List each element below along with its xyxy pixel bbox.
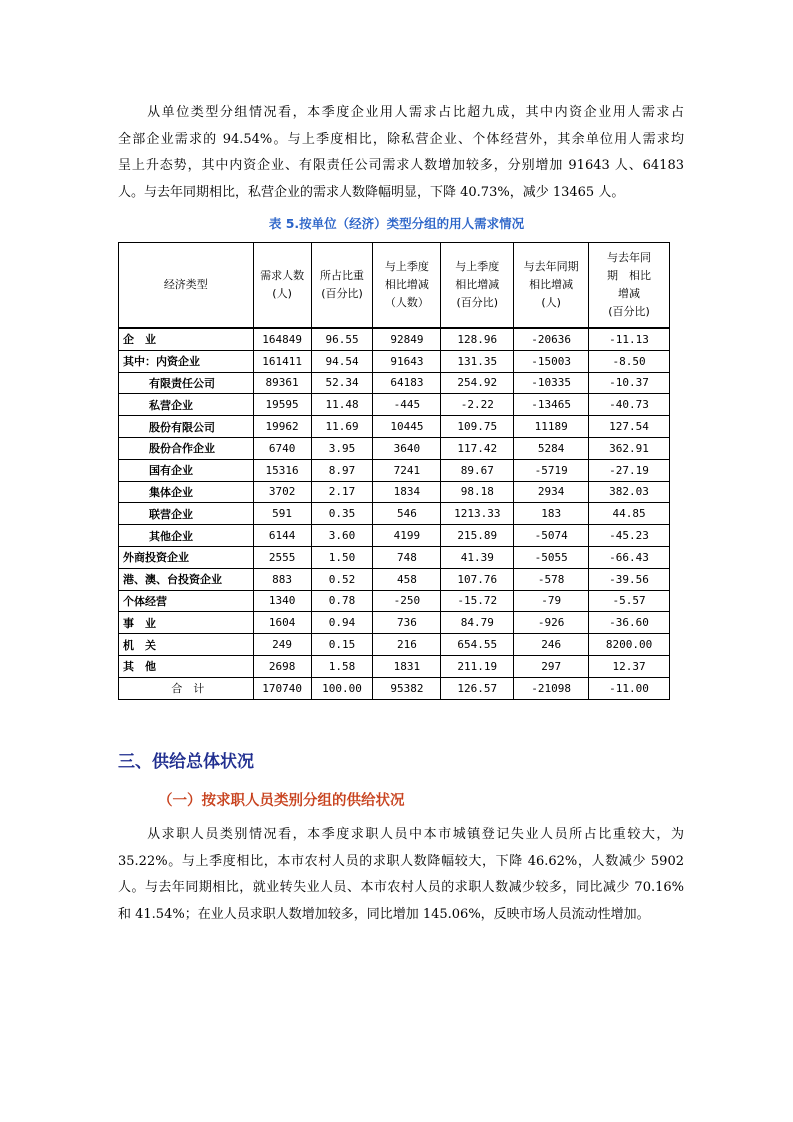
table-cell: -5719 [514,459,589,481]
column-header [253,243,311,329]
table-row [119,437,670,459]
table-cell: -5074 [514,525,589,547]
table-row [119,590,670,612]
table-cell: 3640 [373,437,441,459]
row-label: 事 业 [119,612,254,634]
table-cell: 0.35 [311,503,373,525]
row-label: 个体经营 [119,590,254,612]
table-cell: 107.76 [441,568,514,590]
table-cell: 161411 [253,350,311,372]
table-row [119,677,670,699]
table-cell: 246 [514,634,589,656]
table-cell: -5.57 [589,590,670,612]
table-cell: 64183 [373,372,441,394]
column-header [311,243,373,329]
table-cell: -66.43 [589,546,670,568]
row-label: 企 业 [119,328,254,350]
table-body [119,328,670,699]
table-cell: 100.00 [311,677,373,699]
table-row [119,416,670,438]
table-cell: 6740 [253,437,311,459]
column-header-line: (百分比) [608,305,650,318]
table-cell: -5055 [514,546,589,568]
table-cell: -250 [373,590,441,612]
row-label: 股份合作企业 [119,437,254,459]
table-cell: 736 [373,612,441,634]
table-cell: 91643 [373,350,441,372]
section-heading: 三、供给总体状况 [118,752,254,772]
table-cell: 546 [373,503,441,525]
table-cell: 591 [253,503,311,525]
table-cell: 362.91 [589,437,670,459]
table-row [119,350,670,372]
table-cell: -20636 [514,328,589,350]
table-row [119,481,670,503]
table-cell: 94.54 [311,350,373,372]
table-cell: 0.15 [311,634,373,656]
column-header-line: （人数） [384,296,429,309]
table-cell: 216 [373,634,441,656]
column-header-line: 与上季度 [384,260,429,273]
column-header [589,243,670,329]
table-cell: 3.95 [311,437,373,459]
column-header-line: 与去年同 [607,251,652,264]
table-title: 表 5.按单位（经济）类型分组的用人需求情况 [268,216,525,231]
table-cell: 92849 [373,328,441,350]
table-cell: -36.60 [589,612,670,634]
table-cell: -578 [514,568,589,590]
table-header-row [119,243,670,329]
table-cell: -79 [514,590,589,612]
table-cell: 117.42 [441,437,514,459]
table-cell: -45.23 [589,525,670,547]
table-cell: 95382 [373,677,441,699]
column-header-line: (人) [272,287,292,300]
table-cell: 1340 [253,590,311,612]
table-row [119,568,670,590]
table-cell: 254.92 [441,372,514,394]
table-cell: 128.96 [441,328,514,350]
demand-table [118,242,670,700]
table-cell: 109.75 [441,416,514,438]
column-header-line: 与上季度 [455,260,500,273]
table-cell: 2555 [253,546,311,568]
table-row [119,655,670,677]
table-cell: 1604 [253,612,311,634]
column-header-line: 相比增减 [455,278,500,291]
supply-paragraph [118,822,684,928]
table-cell: 19595 [253,394,311,416]
table-cell: 131.35 [441,350,514,372]
table-cell: 1213.33 [441,503,514,525]
table-cell: 211.19 [441,655,514,677]
table-cell: -13465 [514,394,589,416]
column-header-line: 相比增减 [384,278,429,291]
table-row [119,394,670,416]
column-header-line: 与去年同期 [523,260,579,273]
table-cell: 183 [514,503,589,525]
column-header-line: (人) [541,296,561,309]
table-cell: 5284 [514,437,589,459]
paragraph-line: 从单位类型分组情况看，本季度企业用人需求占比超九成，其中内资企业用人需求占 [118,105,684,120]
table-cell: 19962 [253,416,311,438]
table-cell: 41.39 [441,546,514,568]
row-label: 股份有限公司 [119,416,254,438]
paragraph-line: 人。与去年同期相比，私营企业的需求人数降幅明显，下降 40.73%，减少 13465 人。 [118,184,625,200]
table-cell: 3702 [253,481,311,503]
table-cell: -11.13 [589,328,670,350]
row-label: 国有企业 [119,459,254,481]
table-row [119,372,670,394]
table-cell: -15003 [514,350,589,372]
table-row [119,634,670,656]
paragraph-line: 从求职人员类别情况看，本季度求职人员中本市城镇登记失业人员所占比重较大，为 [118,827,684,842]
table-cell: 98.18 [441,481,514,503]
table-cell: 0.94 [311,612,373,634]
table-cell: 2934 [514,481,589,503]
row-label: 外商投资企业 [119,546,254,568]
table-row [119,525,670,547]
table-cell: 0.52 [311,568,373,590]
table-cell: 1.50 [311,546,373,568]
table-cell: 12.37 [589,655,670,677]
table-cell: -10.37 [589,372,670,394]
table-cell: -2.22 [441,394,514,416]
table-cell: 0.78 [311,590,373,612]
table-cell: 3.60 [311,525,373,547]
table-row [119,459,670,481]
table-cell: 44.85 [589,503,670,525]
paragraph-line: 人。与去年同期相比，就业转失业人员、本市农村人员的求职人数减少较多，同比减少 70.16% [118,880,684,895]
table-cell: 15316 [253,459,311,481]
paragraph-line: 和 41.54%；在业人员求职人数增加较多，同比增加 145.06%，反映市场人员流动性增加。 [118,906,650,922]
table-row [119,503,670,525]
table-cell: -11.00 [589,677,670,699]
column-header-line: 增减 [618,287,641,300]
table-cell: 4199 [373,525,441,547]
table-cell: -15.72 [441,590,514,612]
row-label: 有限责任公司 [119,372,254,394]
row-label: 其他企业 [119,525,254,547]
table-cell: 1834 [373,481,441,503]
table-cell: -8.50 [589,350,670,372]
table-cell: 458 [373,568,441,590]
table-cell: 6144 [253,525,311,547]
table-cell: 297 [514,655,589,677]
table-cell: 164849 [253,328,311,350]
row-label: 集体企业 [119,481,254,503]
table-cell: 382.03 [589,481,670,503]
table-cell: 170740 [253,677,311,699]
table-cell: 52.34 [311,372,373,394]
row-label: 港、澳、台投资企业 [119,568,254,590]
column-header-line: 相比增减 [529,278,574,291]
table-cell: -27.19 [589,459,670,481]
column-header-line: (百分比) [456,296,499,309]
table-cell: 883 [253,568,311,590]
row-label: 其中：内资企业 [119,350,254,372]
table-cell: 11.69 [311,416,373,438]
table-cell: 2.17 [311,481,373,503]
column-header [441,243,514,329]
column-header-line: (百分比) [321,287,363,300]
table-row [119,612,670,634]
subsection-heading: （一）按求职人员类别分组的供给状况 [158,793,405,809]
row-label: 私营企业 [119,394,254,416]
row-label: 合 计 [119,677,254,699]
table-row [119,546,670,568]
row-label: 联营企业 [119,503,254,525]
table-cell: 7241 [373,459,441,481]
table-cell: 11189 [514,416,589,438]
table-cell: 89361 [253,372,311,394]
column-header [514,243,589,329]
column-header [119,243,254,329]
column-header-line: 所占比重 [320,269,365,282]
table-cell: 1831 [373,655,441,677]
table-cell: -926 [514,612,589,634]
table-cell: 84.79 [441,612,514,634]
row-label: 其 他 [119,655,254,677]
column-header-line: 需求人数 [260,269,305,282]
table-cell: 89.67 [441,459,514,481]
table-cell: 249 [253,634,311,656]
table-cell: 2698 [253,655,311,677]
table-cell: 11.48 [311,394,373,416]
intro-paragraph [118,100,684,206]
table-cell: 215.89 [441,525,514,547]
column-header-line: 期 相比 [607,269,652,282]
table-cell: -10335 [514,372,589,394]
column-header [373,243,441,329]
table-cell: -21098 [514,677,589,699]
table-cell: 127.54 [589,416,670,438]
table-cell: 8200.00 [589,634,670,656]
table-cell: -445 [373,394,441,416]
table-cell: 1.58 [311,655,373,677]
table-cell: 126.57 [441,677,514,699]
table-cell: 654.55 [441,634,514,656]
paragraph-line: 全部企业需求的 94.54%。与上季度相比，除私营企业、个体经营外，其余单位用人需求均 [118,131,684,147]
table-cell: -40.73 [589,394,670,416]
row-label: 机 关 [119,634,254,656]
table-cell: -39.56 [589,568,670,590]
column-header-line: 经济类型 [163,278,208,291]
paragraph-line: 呈上升态势，其中内资企业、有限责任公司需求人数增加较多，分别增加 91643 人、64183 [118,158,684,173]
table-row [119,328,670,350]
paragraph-line: 35.22%。与上季度相比，本市农村人员的求职人数降幅较大，下降 46.62%，人数减少 5902 [118,853,684,869]
table-cell: 748 [373,546,441,568]
table-cell: 10445 [373,416,441,438]
table-cell: 8.97 [311,459,373,481]
table-cell: 96.55 [311,328,373,350]
